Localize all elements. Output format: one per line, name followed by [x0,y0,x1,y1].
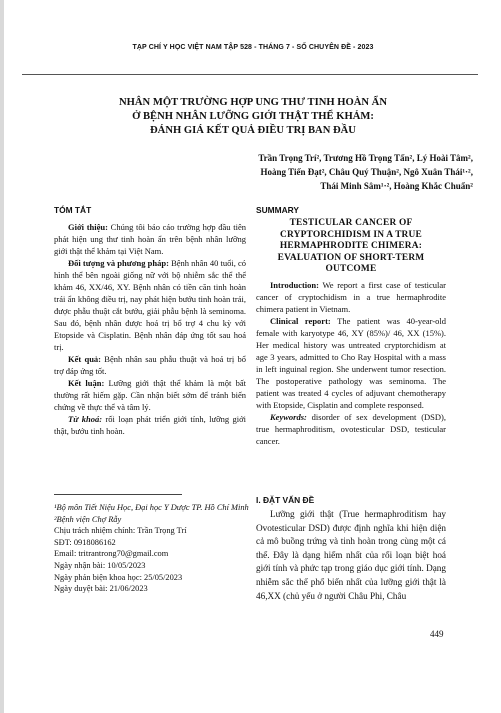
summary-title-line-3: HERMAPHRODITE CHIMERA: [279,241,423,251]
summary-keywords-label: Keywords: [270,411,307,422]
abstract-vn-heading: TÓM TẮT [54,205,92,215]
summary-report [256,315,446,411]
methods-label: Đối tượng và phương pháp: [68,258,169,268]
abstract-vn [54,205,246,437]
summary-title-line-4: EVALUATION OF SHORT-TERM [277,252,425,263]
footnotes [54,494,254,595]
date-reviewed: Ngày phản biện khoa học: 25/05/2023 [54,572,183,582]
page-number: 449 [430,629,444,639]
abstract-vn-methods [54,257,246,353]
summary-intro-label: Introduction: [270,279,319,290]
results-label: Kết quả: [68,354,102,364]
keywords-text: rối loạn phát triển giới tính, lưỡng giới thật, bướu tinh hoàn. [54,414,246,436]
conclusion-label: Kết luận: [68,378,105,388]
article-title-line-1: NHÂN MỘT TRƯỜNG HỢP UNG THƯ TINH HOÀN ẨN [118,97,387,108]
authors-line-1: Trần Trọng Trí², Trương Hồ Trọng Tấn², Lý Hoài Tâm², [258,153,473,163]
affiliation-2: ²Bệnh viện Chợ Rẫy [54,514,122,524]
page-edge [0,0,4,713]
keywords-label: Từ khoá: [68,414,103,424]
summary-intro-text: We report a first case of testicular cancer of cryptochidism in a true hermaphrodite chimera patient in Vietnam. [256,279,446,314]
summary-title-line-5: OUTCOME [325,264,377,274]
methods-text: Bệnh nhân 40 tuổi, có hình thể bên ngoài giống nữ với bộ nhiễm sắc thể thể khảm 46, XX/46, XY. Bệnh nhân có tiền căn tinh hoàn trái ẩn không điều trị, nay phát hiện bướu tinh hoàn trái, được phẫu thuật cắt bướu, giải phẫu bệnh là seminoma. Sau đó, bệnh nhân được hoá trị bổ trợ 4 chu kỳ với Etopside và Cisplatin. Bệnh nhân đáp ứng tốt sau hoá trị. [54,258,246,352]
summary-keywords-text: disorder of sex development (DSD), true hermaphroditism, ovotesticular DSD, testicular cancer. [256,411,446,446]
corresponding-author: Chịu trách nhiệm chính: Trần Trọng Trí [54,526,187,536]
journal-header: TẠP CHÍ Y HỌC VIỆT NAM TẬP 528 - THÁNG 7 - SỐ CHUYÊN ĐỀ - 2023 [132,44,374,51]
summary-en [256,205,446,447]
abstract-vn-intro [54,221,246,257]
affiliation-1: ¹Bộ môn Tiết Niệu Học, Đại học Y Dược TP. Hồ Chí Minh [54,503,249,512]
summary-heading: SUMMARY [256,205,299,215]
summary-report-label: Clinical report: [270,315,331,326]
abstract-vn-results [54,353,246,377]
intro-text: Chúng tôi báo cáo trường hợp đầu tiên phát hiện ung thư tinh hoàn ẩn trên bệnh nhân lưỡng giới thật thể khảm tại Việt Nam. [54,222,246,256]
summary-keywords [256,411,446,447]
article-title-line-2: Ở BỆNH NHÂN LƯỠNG GIỚI THẬT THỂ KHẢM: [132,111,374,122]
abstract-vn-conclusion [54,377,246,413]
introduction-heading: I. ĐẶT VẤN ĐỀ [256,495,315,505]
footnote-rule [54,494,182,495]
summary-title-line-1: TESTICULAR CANCER OF [289,218,413,228]
abstract-vn-keywords [54,413,246,437]
header-rule [22,74,478,75]
date-accepted: Ngày duyệt bài: 21/06/2023 [54,584,148,594]
authors-line-3: Thái Minh Sâm¹·², Hoàng Khắc Chuẩn² [320,181,473,191]
summary-intro [256,279,446,315]
intro-label: Giới thiệu: [68,222,108,232]
article-title-line-3: ĐÁNH GIÁ KẾT QUẢ ĐIỀU TRỊ BAN ĐẦU [150,125,356,136]
results-text: Bệnh nhân sau phẫu thuật và hoá trị bổ trợ đáp ứng tốt. [54,354,246,376]
summary-report-text: The patient was 40-year-old female with karyotype 46, XY (85%)/ 46, XX (15%). Her medical history was untreated cryptorchidism at age 3 years, admitted to Cho Ray Hospital with a mass in left inguinal region. She underwent tumor resection. The postoperative pathology was seminoma. The patient was treated 4 cycles of adjuvant chemotherapy with Etopside, Cisplatin and complete responsed. [256,315,446,410]
phone: SĐT: 0918086162 [54,537,116,547]
date-received: Ngày nhận bài: 10/05/2023 [54,560,146,570]
introduction-body: Lưỡng giới thật (True hermaphroditism hay Ovotesticular DSD) được định nghĩa khi hiện diện cả mô buồng trứng và tinh hoàn trong cùng một cá thể. Đây là dạng hiếm nhất của rối loạn biệt hoá giới tính và phức tạp trong giáo dục giới tính. Dạng nhiễm sắc thể phổ biến nhất của lưỡng giới thật là 46,XX (chủ yếu ở người Châu Phi, Châu [256,509,446,601]
email: Email: tritrantrong70@gmail.com [54,549,169,559]
summary-title-line-2: CRYPTORCHIDISM IN A TRUE [280,229,422,240]
conclusion-text: Lưỡng giới thật thể khảm là một bất thường rất hiếm gặp. Cần nhận biết sớm để tránh biến chứng về thực thể và tâm lý. [54,378,246,412]
authors-line-2: Hoàng Tiến Đạt², Châu Quý Thuận², Ngô Xuân Thái¹·², [260,167,473,177]
